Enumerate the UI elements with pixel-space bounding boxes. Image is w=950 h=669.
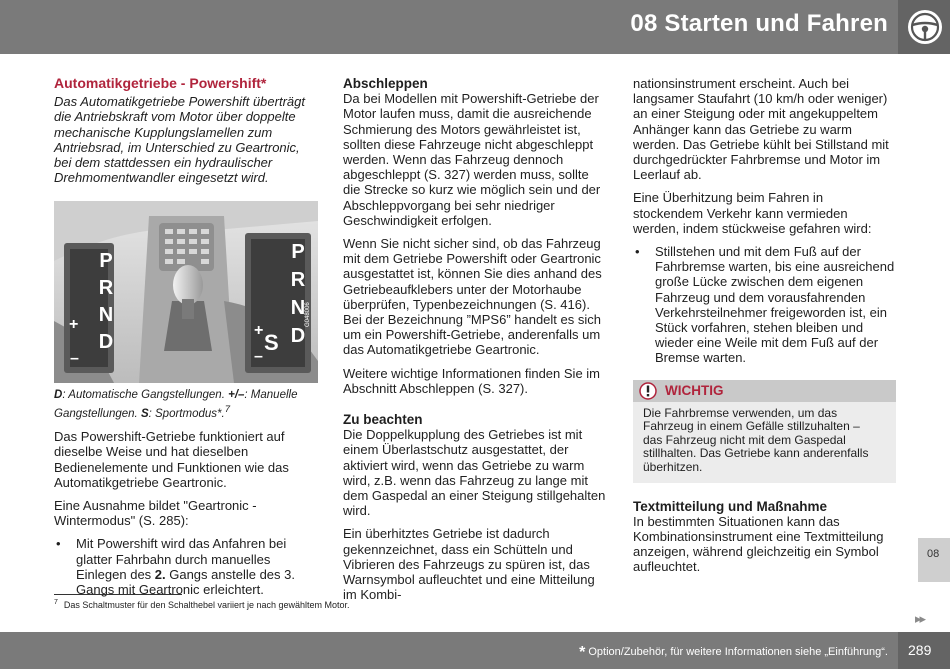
minus-label: – bbox=[254, 348, 263, 366]
warning-box bbox=[633, 380, 896, 483]
gear-r: R bbox=[290, 269, 306, 292]
paragraph: Eine Ausnahme bildet "Geartronic - Wintermodus" (S. 285): bbox=[54, 498, 257, 529]
caption-s: S bbox=[140, 407, 149, 420]
column-1 bbox=[54, 76, 318, 605]
figure-caption bbox=[54, 389, 318, 421]
chapter-side-tab[interactable] bbox=[918, 538, 950, 582]
gear-r: R bbox=[98, 277, 114, 300]
warning-body: Die Fahrbremse verwenden, um das Fahrzeug in einem Gefälle stillzuhalten – das Fahrzeug nicht mit dem Gaspedal stillhalten. Das Getriebe kann anderenfalls überhitzen. bbox=[643, 405, 869, 475]
page-header bbox=[0, 0, 950, 54]
bullet-dot: • bbox=[635, 244, 640, 260]
footnote-number: 7 bbox=[54, 599, 58, 606]
list-item bbox=[633, 244, 896, 366]
paragraph: Weitere wichtige Informationen finden Sie im Abschnitt Abschleppen (S. 327). bbox=[343, 365, 600, 396]
bullet-text: Mit Powershift wird das Anfahren bei glatter Fahrbahn durch manuelles Einlegen des bbox=[76, 536, 287, 582]
footnote-rule bbox=[54, 594, 182, 595]
paragraph: In bestimmten Situationen kann das Kombinationsinstrument eine Textmitteilung anzeigen, während gleichzeitig ein Symbol aufleuchtet. bbox=[633, 513, 884, 575]
gear-selector-figure bbox=[54, 201, 318, 383]
sport-mode-label: S bbox=[264, 330, 279, 356]
caption-text: : Automatische Gangstellungen. bbox=[62, 389, 229, 402]
footnote bbox=[54, 599, 350, 610]
paragraph: Die Doppelkupplung des Getriebes ist mit einem Überlastschutz ausgestattet, der aktiviert wird, wenn das Getriebe zu warm wird, z.B. wenn das Fahrzeug zu lange mit dem Gaspedal an einer Steigung stillgehalten wird. bbox=[343, 427, 606, 519]
paragraph: Eine Überhitzung beim Fahren in stockendem Verkehr kann vermieden werden, indem stückweise gefahren wird: bbox=[633, 190, 872, 236]
minus-label: – bbox=[70, 350, 79, 368]
gear-n: N bbox=[98, 304, 114, 327]
column-2 bbox=[343, 76, 606, 611]
warning-title: WICHTIG bbox=[665, 382, 724, 398]
right-gate-labels bbox=[286, 238, 310, 350]
paragraph: Ein überhitztes Getriebe ist dadurch gekennzeichnet, dass ein Schütteln und Vibrieren des Fahrzeugs zu spüren ist, das Warnsymbol aufleuchtet und eine Mitteilung im Kombi- bbox=[343, 526, 595, 603]
section-title: Automatikgetriebe - Powershift* bbox=[54, 75, 267, 91]
gear-d: D bbox=[290, 325, 306, 348]
column-3 bbox=[633, 76, 896, 583]
page-number-box bbox=[898, 632, 950, 669]
caption-d: D bbox=[54, 389, 63, 402]
gear-d: D bbox=[98, 331, 114, 354]
bullet-text: Stillstehen und mit dem Fuß auf der Fahrbremse warten, bis eine ausreichend große Lücke zwischen dem eigenen Fahrzeug und dem vorausfahrenden Verkehrsteilnehmer freigeworden ist, ein Stück vorfahren, stehen bleiben und wieder eine Weile mit dem Fuß auf der Bremse warten. bbox=[655, 244, 895, 366]
figure-code: G048006 bbox=[305, 302, 311, 328]
bullet-dot: • bbox=[56, 536, 61, 552]
footnote-ref: 7 bbox=[224, 403, 231, 415]
paragraph: nationsinstrument erscheint. Auch bei langsamer Staufahrt (10 km/h oder weniger) an einer Steigung oder mit angekuppeltem Anhänger kann das Getriebe zu warm werden. Das Getriebe kühlt bei Stillstand mit durchgedrückter Fahrbremse und Motor im Leerlauf ab. bbox=[633, 76, 889, 183]
paragraph: Da bei Modellen mit Powershift-Getriebe der Motor laufen muss, damit die ausreichende Schmierung des Motors gewährleistet ist, sollten diese Fahrzeuge nicht abgeschleppt werden. Wenn das Fahrzeug dennoch abgeschleppt (S. 327) werden muss, sollte die Strecke so kurz wie möglich sein und der Abschleppvorgang bei sehr niedriger Geschwindigkeit erfolgen. bbox=[343, 91, 601, 228]
section-heading: Zu beachten bbox=[343, 412, 423, 428]
paragraph: Wenn Sie nicht sicher sind, ob das Fahrzeug mit dem Getriebe Powershift oder Geartronic ausgestattet ist, können Sie dies anhand des Getriebeaufklebers unter der Motorhaube überprüfen, Typenbezeichnungen (S. 416). Bei der Bezeichnung ”MPS6” handelt es sich um ein Powershift-Getriebe, anderenfalls um das Automatikgetriebe Geartronic. bbox=[343, 236, 602, 358]
paragraph: Das Powershift-Getriebe funktioniert auf dieselbe Weise und hat dieselben Bedienelemente und Funktionen wie das Automatikgetriebe Geartronic. bbox=[54, 429, 289, 490]
warning-header bbox=[633, 380, 896, 402]
bullet-text: Gangs anstelle des 3. Gangs mit Geartronic erleichtert. bbox=[76, 566, 295, 598]
chapter-title: 08 Starten und Fahren bbox=[630, 10, 888, 37]
section-heading: Abschleppen bbox=[343, 76, 428, 91]
page-number: 289 bbox=[908, 642, 932, 658]
left-gate-labels bbox=[94, 248, 118, 356]
bullet-bold: 2. bbox=[154, 566, 166, 582]
exclamation-icon bbox=[639, 382, 657, 400]
gear-n: N bbox=[290, 297, 306, 320]
next-page-arrows-icon[interactable]: ▸▸ bbox=[915, 611, 925, 626]
footer-note bbox=[579, 644, 888, 662]
chapter-badge bbox=[898, 0, 950, 54]
gear-p: P bbox=[99, 250, 113, 273]
section-heading: Textmitteilung und Maßnahme bbox=[633, 498, 828, 514]
footnote-text: Das Schaltmuster für den Schalthebel variiert je nach gewähltem Motor. bbox=[63, 600, 350, 610]
plus-label: + bbox=[254, 322, 264, 340]
caption-text: : Sportmodus*. bbox=[148, 407, 225, 420]
steering-wheel-icon bbox=[905, 7, 945, 47]
caption-text: : Manuelle Gangstellungen. bbox=[54, 389, 298, 420]
footer-note-text: Option/Zubehör, für weitere Informationen siehe „Einführung“. bbox=[588, 646, 888, 658]
plus-label: + bbox=[69, 316, 79, 334]
list-item bbox=[54, 536, 318, 597]
gear-p: P bbox=[291, 241, 305, 264]
footer-star: * bbox=[579, 644, 586, 661]
page-footer bbox=[0, 632, 950, 669]
caption-plus-minus: +/– bbox=[228, 389, 245, 402]
intro-paragraph: Das Automatikgetriebe Powershift überträgt die Antriebskraft vom Motor über doppelte mechanische Kupplungslamellen zum Antriebsrad, im Unterschied zu Geartronic, bei dem stattdessen ein hydraulischer Drehmomentwandler eingesetzt wird. bbox=[54, 94, 305, 186]
chapter-side-tab-label: 08 bbox=[927, 548, 940, 560]
